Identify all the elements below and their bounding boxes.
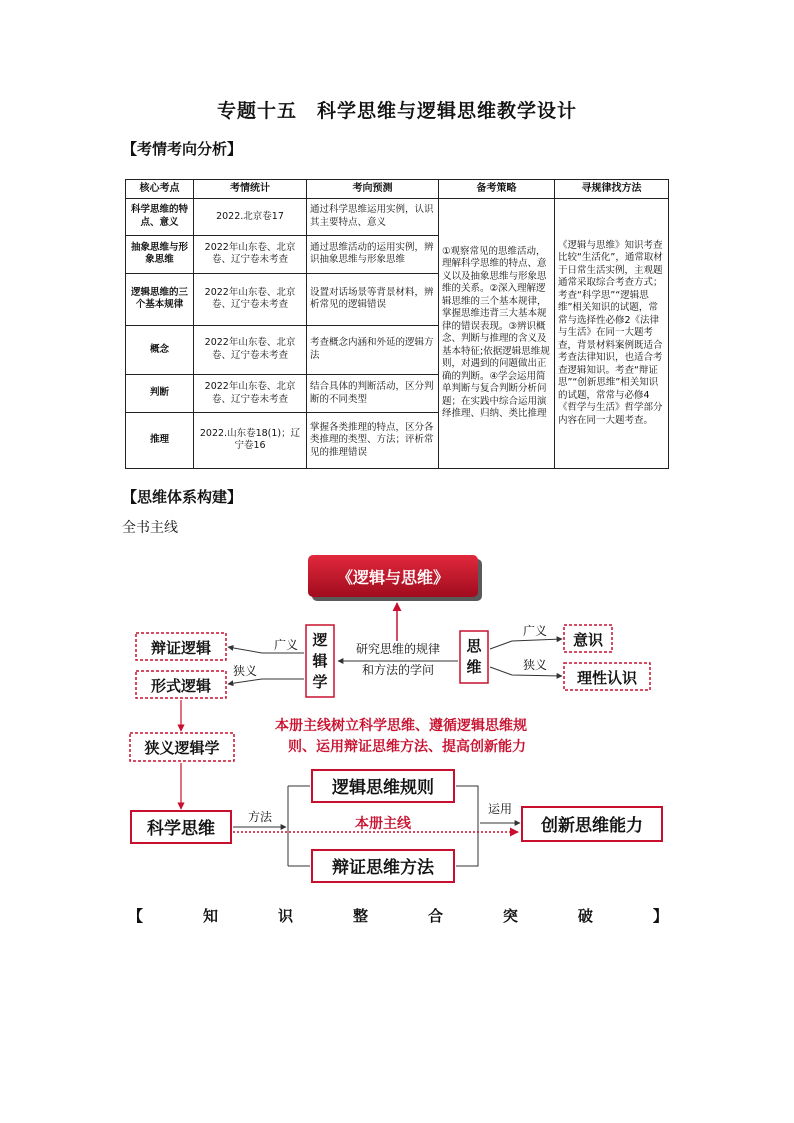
narrow-logic-text: 狭义逻辑学 — [144, 739, 220, 757]
row-forecast: 通过科学思维运用实例，认识其主要特点、意义 — [307, 198, 439, 235]
dialectic-method-text: 辩证思维方法 — [332, 858, 434, 878]
mainline-text: 本册主线 — [355, 816, 411, 832]
table-row — [126, 198, 669, 235]
footer-char: 破 — [577, 907, 593, 925]
rational-text: 理性认识 — [576, 669, 638, 687]
broad-label: 广义 — [273, 638, 299, 652]
row-forecast: 考查概念内涵和外延的逻辑方法 — [307, 325, 439, 375]
row-point: 抽象思维与形象思维 — [126, 236, 194, 273]
footer-char: 【 — [128, 907, 144, 925]
row-forecast: 通过思维活动的运用实例，辨识抽象思维与形象思维 — [307, 236, 439, 273]
logic-box-text: 逻辑学 — [312, 631, 328, 691]
row-stats: 2022.山东卷18(1)；辽宁卷16 — [194, 412, 307, 468]
footer-char: 整 — [352, 907, 368, 925]
row-forecast: 掌握各类推理的特点，区分各类推理的类型、方法；评析常见的推理错误 — [307, 412, 439, 468]
thinking-box-text: 思维 — [466, 637, 482, 676]
footer-char: 合 — [427, 907, 443, 925]
header-method: 寻规律找方法 — [555, 180, 669, 199]
use-label: 运用 — [487, 802, 513, 816]
dialectical-logic-text: 辩证逻辑 — [150, 639, 212, 657]
header-forecast: 考向预测 — [307, 180, 439, 199]
row-point: 概念 — [126, 325, 194, 375]
strategy-cell: ①观察常见的思维活动，理解科学思维的特点、意义以及抽象思维与形象思维的关系。②深入理解逻辑思维的三个基本规律，掌握思维违背三大基本规律的错误表现。③辨识概念、判断与推理的含义及基本特征;依据逻辑思维规则，对遇到的问题做出正确的判断。④学会运用简单判断与复合判断分析问题；在实践中综合运用演绎推理、归纳、类比推理 — [439, 198, 555, 468]
middle-text-2: 和方法的学问 — [361, 663, 435, 677]
header-strategy: 备考策略 — [439, 180, 555, 199]
red-note-2: 则、运用辩证思维方法、提高创新能力 — [288, 739, 526, 755]
rules-text: 逻辑思维规则 — [332, 778, 434, 798]
analysis-table — [125, 179, 669, 469]
consciousness-text: 意识 — [572, 631, 604, 649]
mainline-diagram — [0, 545, 794, 905]
narrow-label: 狭义 — [232, 664, 258, 678]
narrow-right-label: 狭义 — [522, 658, 548, 672]
broad-right-label: 广义 — [522, 624, 548, 638]
section-system-heading: 【思维体系构建】 — [122, 488, 243, 506]
middle-text-1: 研究思维的规律 — [355, 642, 441, 656]
row-forecast: 设置对话场景等背景材料，辨析常见的逻辑错误 — [307, 273, 439, 325]
row-point: 科学思维的特点、意义 — [126, 198, 194, 235]
footer-char: 突 — [502, 907, 518, 925]
footer-char: 识 — [277, 907, 293, 925]
row-stats: 2022年山东卷、北京卷、辽宁卷未考查 — [194, 273, 307, 325]
row-stats: 2022.北京卷17 — [194, 198, 307, 235]
mainline-label: 全书主线 — [122, 520, 178, 536]
red-note-1: 本册主线树立科学思维、遵循逻辑思维规 — [275, 718, 527, 734]
header-core-point: 核心考点 — [126, 180, 194, 199]
banner-text: 《逻辑与思维》 — [336, 568, 450, 587]
banner-logic-and-thinking — [308, 555, 482, 601]
header-stats: 考情统计 — [194, 180, 307, 199]
sci-thinking-text: 科学思维 — [147, 819, 215, 839]
table-header-row — [126, 180, 669, 199]
row-forecast: 结合具体的判断活动，区分判断的不同类型 — [307, 375, 439, 412]
row-stats: 2022年山东卷、北京卷、辽宁卷未考查 — [194, 375, 307, 412]
footer-char: 知 — [202, 907, 218, 925]
row-point: 判断 — [126, 375, 194, 412]
row-point: 逻辑思维的三个基本规律 — [126, 273, 194, 325]
page-title: 专题十五 科学思维与逻辑思维教学设计 — [216, 100, 577, 122]
knowledge-integration-heading — [128, 905, 668, 926]
formal-logic-text: 形式逻辑 — [150, 677, 212, 695]
row-stats: 2022年山东卷、北京卷、辽宁卷未考查 — [194, 236, 307, 273]
row-stats: 2022年山东卷、北京卷、辽宁卷未考查 — [194, 325, 307, 375]
method-label: 方法 — [247, 810, 273, 824]
row-point: 推理 — [126, 412, 194, 468]
footer-char: 】 — [652, 907, 668, 925]
innovation-text: 创新思维能力 — [541, 816, 643, 836]
method-cell: 《逻辑与思维》知识考查比较“生活化”，通常取材于日常生活实例，主观题通常采取综合考查方式；考查“科学思”“逻辑思维”相关知识的试题，常常与选择性必修2《法律与生活》在同一大题考查，背景材料案例既适合考查法律知识，也适合考查逻辑知识。考查“辩证思”“创新思维”相关知识的试题，常常与必修4《哲学与生活》哲学部分内容在同一大题考查。 — [555, 198, 669, 468]
section-analysis-heading: 【考情考向分析】 — [122, 140, 243, 158]
